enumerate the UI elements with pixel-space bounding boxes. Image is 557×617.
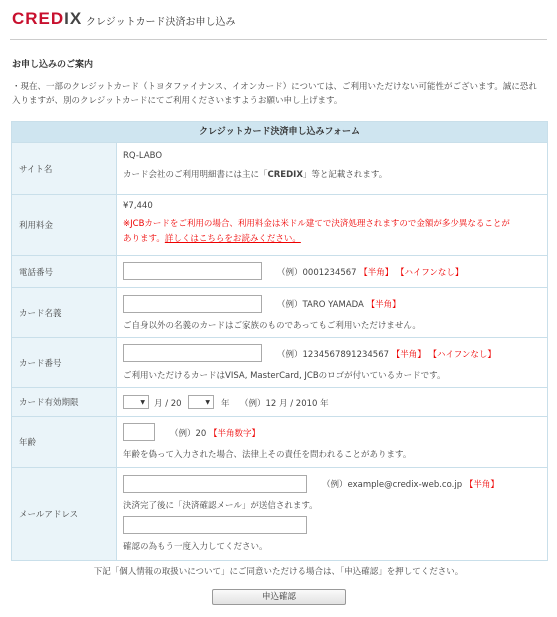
cardname-note: ご自身以外の名義のカードはご家族のものであってもご利用いただけません。 bbox=[123, 321, 421, 331]
site-name: RQ-LABO bbox=[123, 151, 163, 161]
age-example: （例）20 【半角数字】 bbox=[170, 429, 261, 439]
fee-label: 利用料金 bbox=[12, 195, 117, 255]
email-row bbox=[12, 468, 547, 560]
email-input[interactable] bbox=[123, 475, 307, 493]
email-label: メールアドレス bbox=[12, 468, 117, 560]
site-label: サイト名 bbox=[12, 143, 117, 194]
email-example: （例）example@credix-web.co.jp 【半角】 bbox=[322, 480, 499, 490]
chevron-down-icon: ▼ bbox=[205, 399, 210, 406]
phone-label: 電話番号 bbox=[12, 256, 117, 287]
expiry-month-select[interactable] bbox=[123, 395, 149, 409]
phone-example: （例）0001234567 【半角】 【ハイフンなし】 bbox=[277, 268, 464, 278]
age-label: 年齢 bbox=[12, 417, 117, 467]
expiry-month-sep: 月 / 20 bbox=[154, 399, 182, 409]
site-note: カード会社のご利用明細書には主に「CREDIX」等と記載されます。 bbox=[123, 170, 388, 180]
email-confirm-input[interactable] bbox=[123, 516, 307, 534]
jcb-warning: ※JCBカードをご利用の場合、利用料金は米ドル建てで決済処理されますので金額が多少異なることが bbox=[123, 219, 510, 229]
email-confirm-note: 確認の為もう一度入力してください。 bbox=[123, 542, 268, 552]
cardname-input[interactable] bbox=[123, 295, 262, 313]
notice-title: お申し込みのご案内 bbox=[12, 60, 94, 70]
fee-amount: ¥7,440 bbox=[123, 201, 153, 211]
site-row bbox=[12, 143, 547, 195]
form-title: クレジットカード決済申し込みフォーム bbox=[12, 122, 547, 143]
expiry-label: カード有効期限 bbox=[12, 388, 117, 416]
expiry-example: （例）12 月 / 2010 年 bbox=[240, 399, 329, 409]
jcb-warning-cont: あります。詳しくはこちらをお読みください。 bbox=[123, 234, 301, 244]
age-input[interactable] bbox=[123, 423, 155, 441]
cardnumber-note: ご利用いただけるカードはVISA, MasterCard, JCBのロゴが付いているカードです。 bbox=[123, 371, 446, 381]
age-row bbox=[12, 417, 547, 468]
details-link[interactable]: 詳しくはこちらをお読みください。 bbox=[164, 234, 301, 244]
header-divider bbox=[10, 39, 547, 40]
expiry-year-suffix: 年 bbox=[221, 399, 230, 409]
phone-row bbox=[12, 256, 547, 288]
cardname-row bbox=[12, 288, 547, 338]
submit-button[interactable]: 申込確認 bbox=[212, 589, 346, 605]
payment-form bbox=[11, 121, 548, 561]
cardnumber-input[interactable] bbox=[123, 344, 262, 362]
expiry-row bbox=[12, 388, 547, 417]
fee-row bbox=[12, 195, 547, 256]
credix-logo: CREDIX bbox=[12, 9, 83, 28]
age-note: 年齢を偽って入力された場合、法律上その責任を問われることがあります。 bbox=[123, 450, 412, 460]
page-title: クレジットカード決済お申し込み bbox=[86, 17, 236, 28]
email-note: 決済完了後に「決済確認メール」が送信されます。 bbox=[123, 501, 318, 511]
chevron-down-icon: ▼ bbox=[140, 399, 145, 406]
expiry-year-select[interactable] bbox=[188, 395, 214, 409]
cardnumber-example: （例）1234567891234567 【半角】 【ハイフンなし】 bbox=[277, 350, 496, 360]
cardnumber-row bbox=[12, 338, 547, 388]
cardnumber-label: カード番号 bbox=[12, 338, 117, 387]
cardname-example: （例）TARO YAMADA 【半角】 bbox=[277, 300, 401, 310]
notice-body: ・現在、一部のクレジットカード（トヨタファイナンス、イオンカード）については、ご利用いただけない可能性がございます。誠に恐れ入りますが、別のクレジットカードにてご利用くださいますようお願い申し上げます。 bbox=[12, 82, 537, 106]
consent-text: 下記「個人情報の取扱いについて」にご同意いただける場合は、「申込確認」を押してください。 bbox=[93, 567, 464, 577]
cardname-label: カード名義 bbox=[12, 288, 117, 337]
phone-input[interactable] bbox=[123, 262, 262, 280]
